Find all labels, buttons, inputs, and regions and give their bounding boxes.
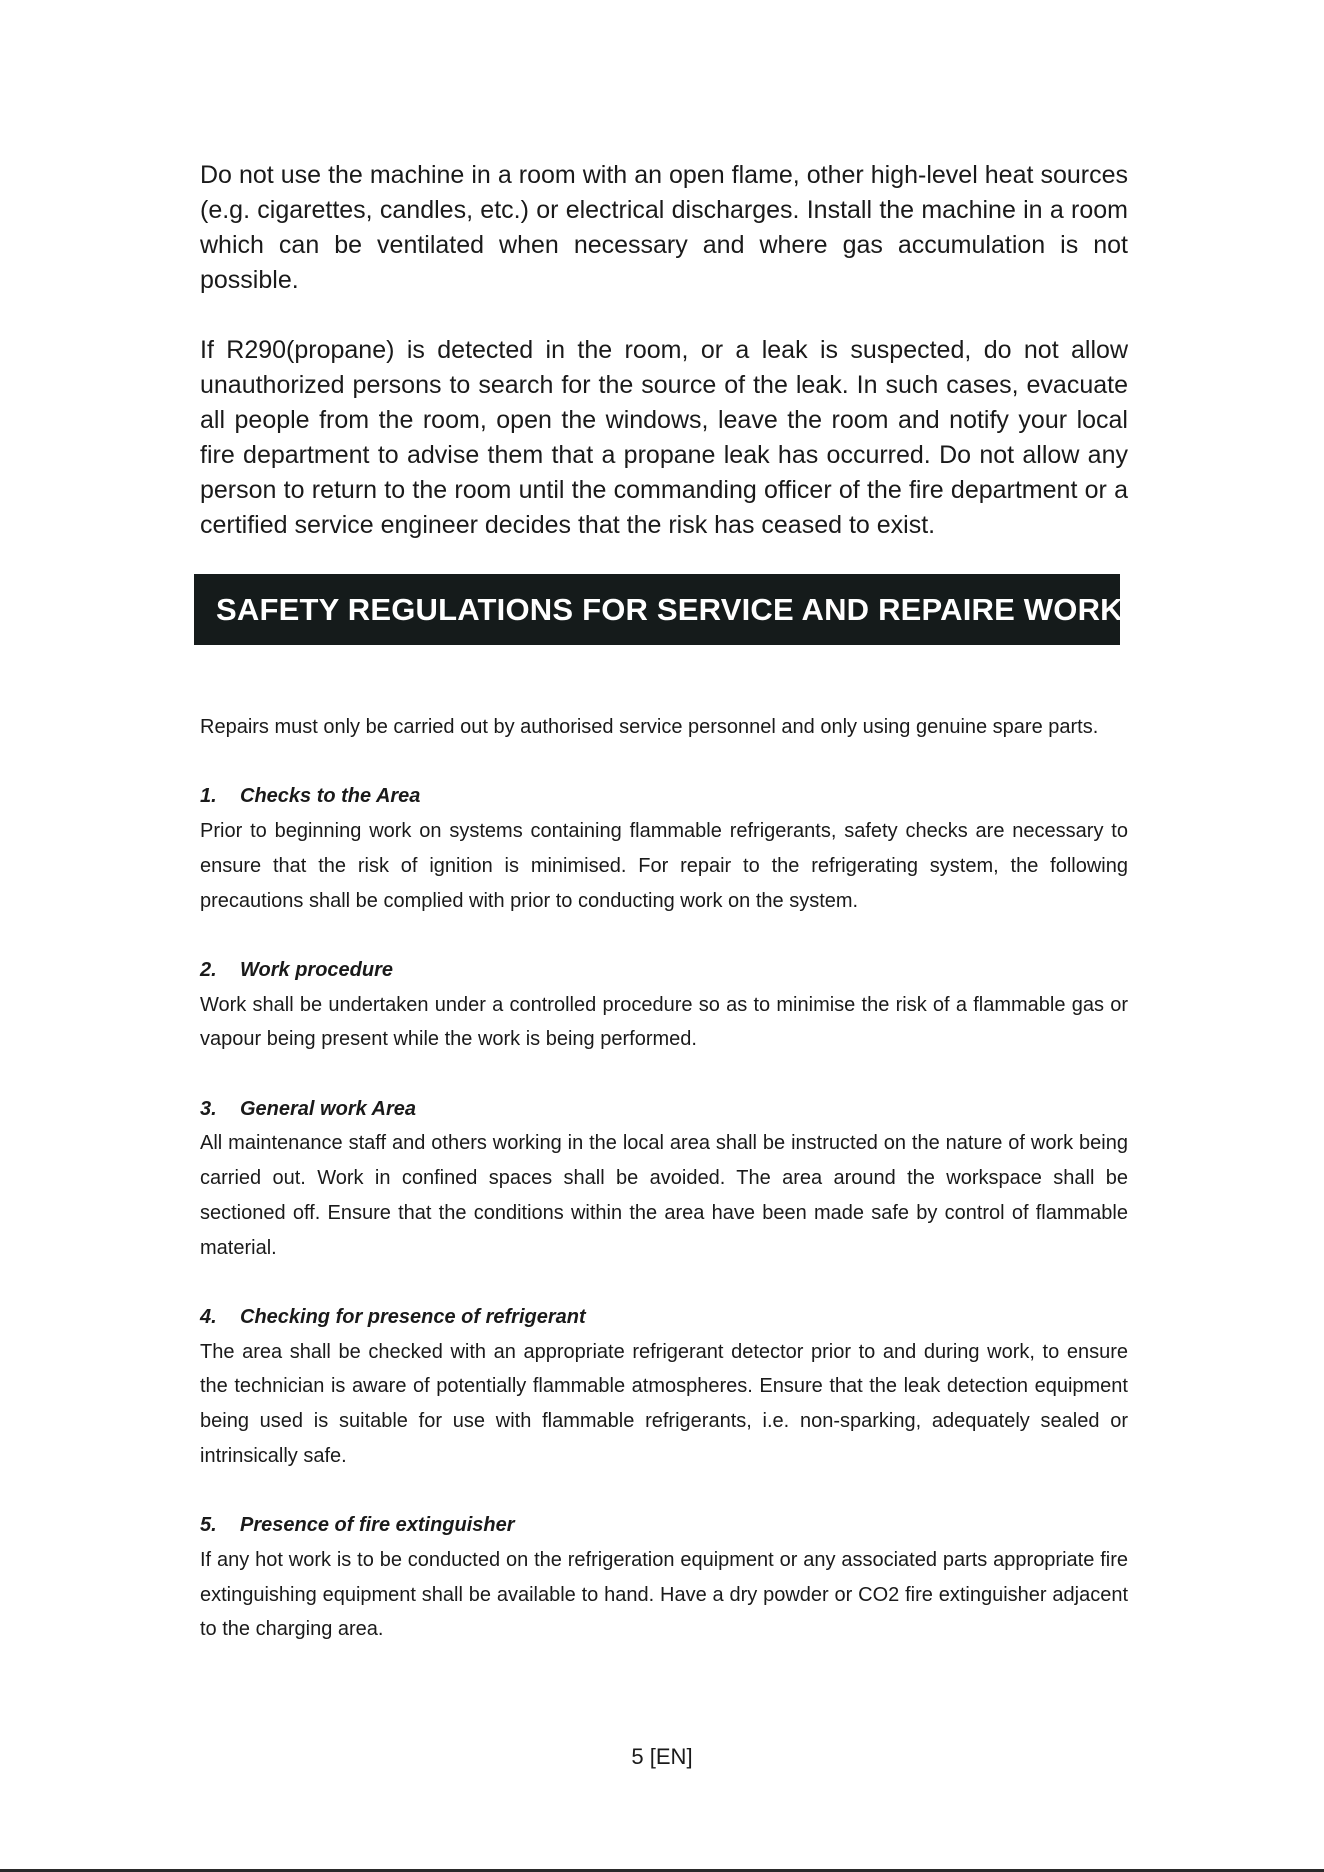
section-number: 4.: [200, 1305, 217, 1328]
page-number: 5 [EN]: [631, 1744, 693, 1769]
section-text: Prior to beginning work on systems containing flammable refrigerants, safety checks are necessary to ensure that the risk of ignition is minimised. For repair to the refrigerating system, the following precautions shall be complied with prior to conducting work on the system.: [200, 820, 1128, 912]
section-text: The area shall be checked with an appropriate refrigerant detector prior to and during work, to ensure the technician is aware of potentially flammable atmospheres. Ensure that the leak detection equipment being used is suitable for use with flammable refrigerants, i.e. non-sparking, adequately sealed or intrinsically safe.: [200, 1340, 1128, 1467]
intro-paragraph-2: If R290(propane) is detected in the room, or a leak is suspected, do not allow unauthorized persons to search for the source of the leak. In such cases, evacuate all people from the room, open the windows, leave the room and notify your local fire department to advise them that a propane leak has occurred. Do not allow any person to return to the room until the commanding officer of the fire department or a certified service engineer decides that the risk has ceased to exist.: [200, 336, 1128, 539]
section-fire-extinguisher: [200, 1508, 1128, 1647]
section-checks-to-area: [200, 779, 1128, 918]
lead-paragraph: Repairs must only be carried out by authorised service personnel and only using genuine spare parts.: [200, 716, 1099, 738]
section-number: 3.: [200, 1097, 217, 1120]
section-title: Checks to the Area: [240, 785, 421, 808]
section-number: 2.: [200, 958, 217, 981]
section-work-procedure: [200, 953, 1128, 1057]
section-heading: [200, 1300, 1128, 1335]
section-banner: [194, 574, 1123, 645]
section-title: General work Area: [240, 1097, 417, 1120]
section-text: Work shall be undertaken under a controlled procedure so as to minimise the risk of a flammable gas or vapour being present while the work is being performed.: [200, 993, 1128, 1051]
section-title: Work procedure: [240, 958, 393, 981]
regulations-body: [200, 710, 1128, 1682]
section-heading: [200, 1508, 1128, 1543]
section-heading: [200, 779, 1128, 814]
section-number: 1.: [200, 785, 217, 808]
section-title: Presence of fire extinguisher: [240, 1514, 515, 1537]
section-text: If any hot work is to be conducted on the refrigeration equipment or any associated parts appropriate fire extinguishing equipment shall be available to hand. Have a dry powder or CO2 fire extinguisher adjacent to the charging area.: [200, 1548, 1128, 1641]
section-text: All maintenance staff and others working in the local area shall be instructed on the nature of work being carried out. Work in confined spaces shall be avoided. The area around the workspace shall be sectioned off. Ensure that the conditions within the area have been made safe by control of flammable material.: [200, 1132, 1128, 1259]
section-heading: [200, 953, 1128, 988]
section-number: 5.: [200, 1514, 217, 1537]
section-checking-refrigerant: [200, 1300, 1128, 1474]
section-general-work-area: [200, 1092, 1128, 1266]
banner-title: SAFETY REGULATIONS FOR SERVICE AND REPAIRE WORK: [216, 591, 1123, 627]
intro-paragraph-1: Do not use the machine in a room with an open flame, other high-level heat sources (e.g. cigarettes, candles, etc.) or electrical discharges. Install the machine in a room which can be ventilated when necessary and where gas accumulation is not possible.: [200, 161, 1128, 294]
intro-text: [200, 158, 1128, 578]
section-heading: [200, 1092, 1128, 1127]
section-title: Checking for presence of refrigerant: [240, 1305, 586, 1328]
